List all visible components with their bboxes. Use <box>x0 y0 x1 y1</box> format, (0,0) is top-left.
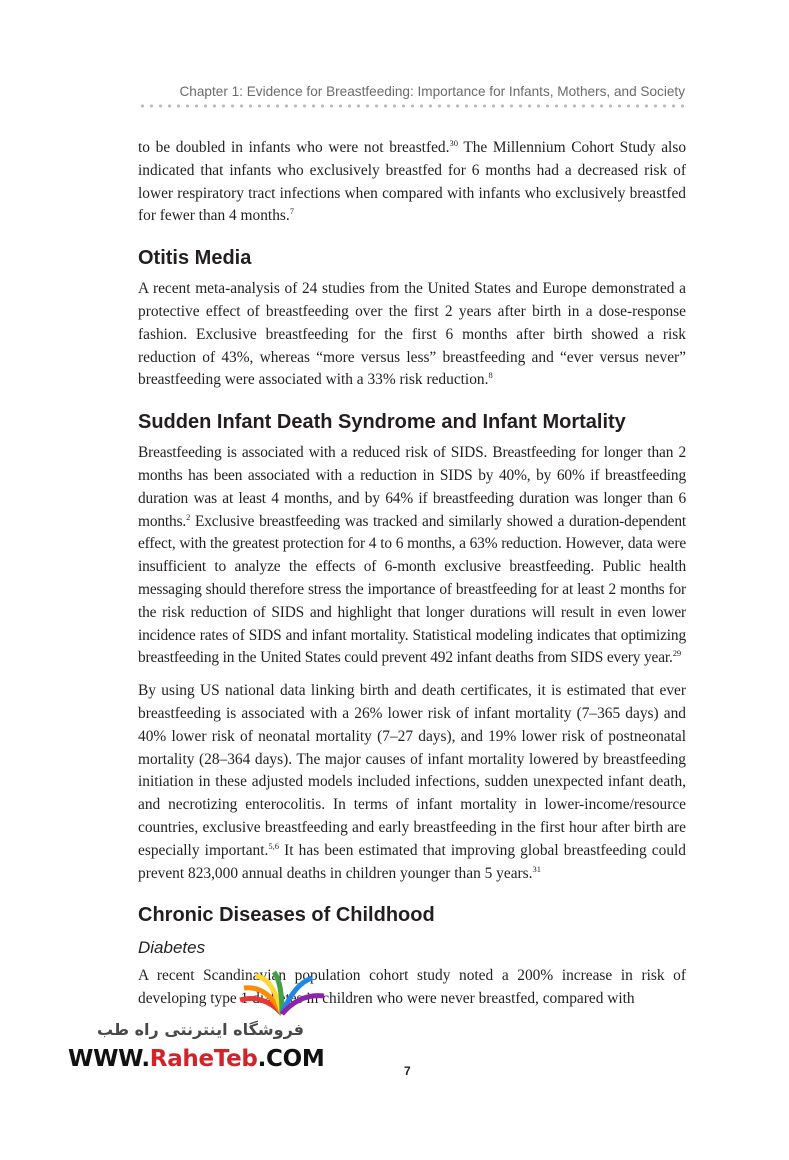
citation-superscript: 2 <box>186 511 191 522</box>
page-number: 7 <box>404 1064 411 1078</box>
paragraph-otitis <box>138 278 686 392</box>
text-span: It has been estimated that improving global breastfeeding could prevent 823,000 annual deaths in children younger than 5 years. <box>138 841 686 882</box>
heading-sids: Sudden Infant Death Syndrome and Infant Mortality <box>138 411 626 434</box>
text-span: Exclusive breastfeeding was tracked and similarly showed a duration-dependent effect, with the greatest protection for 4 to 6 months, a 63% reduction. However, data were insufficient to analyze the effects of 6-month exclusive breastfeeding. Public health messaging should therefore stress the importance of breastfeeding for at least 2 months for the risk reduction of SIDS and highlight that longer durations will result in even lower incidence rates of SIDS and infant mortality. Statistical modeling indicates that optimizing breastfeeding in the United States could prevent 492 infant deaths from SIDS every year. <box>138 512 686 667</box>
paragraph-sids-2 <box>138 680 686 885</box>
text-span: The Millennium Cohort Study also indicated that infants who exclusively breastfed for 6 months had a decreased risk of lower respiratory tract infections when compared with infants who exclusively breastfed for fewer than 4 months. <box>138 139 687 225</box>
citation-superscript: 5,6 <box>268 840 279 851</box>
citation-superscript: 7 <box>289 206 294 217</box>
heading-otitis-media: Otitis Media <box>138 247 252 270</box>
citation-superscript: 31 <box>532 863 541 874</box>
text-span: Breastfeeding is associated with a reduced risk of SIDS. Breastfeeding for longer than 2 months has been associated with a reduction in SIDS by 40%, by 60% if breastfeeding duration was at least 4 months, and by 64% if breastfeeding duration was longer than 6 months. <box>138 444 686 530</box>
watermark-url <box>68 1046 324 1072</box>
text-span: A recent meta-analysis of 24 studies from the United States and Europe demonstrated a protective effect of breastfeeding over the first 2 years after birth in a dose-response fashion. Exclusive breastfeeding for the first 6 months after birth showed a risk reduction of 43%, whereas “more versus less” breastfeeding and “ever versus never” breastfeeding were associated with a 33% risk reduction. <box>138 280 686 389</box>
text-span: to be doubled in infants who were not breastfed. <box>138 139 450 156</box>
page-content <box>138 137 686 1021</box>
heading-chronic-diseases: Chronic Diseases of Childhood <box>138 904 435 927</box>
dotted-rule <box>138 104 686 108</box>
url-part: WWW. <box>68 1046 150 1072</box>
subheading-diabetes: Diabetes <box>138 938 206 958</box>
text-span: By using US national data linking birth and death certificates, it is estimated that ever breastfeeding is associated with a 26% lower risk of infant mortality (7–365 days) and 40% lower risk of neonatal mortality (7–27 days), and 19% lower risk of postneonatal mortality (28–364 days). The major causes of infant mortality lowered by breastfeeding initiation in these adjusted models included infections, sudden unexpected infant death, and necrotizing enterocolitis. In terms of infant mortality in lower-income/resource countries, exclusive breastfeeding and early breastfeeding in the first hour after birth are especially important. <box>138 682 686 859</box>
url-brand: RaheTeb <box>149 1046 258 1072</box>
paragraph-intro <box>138 137 686 228</box>
text-span: A recent Scandinavian population cohort study noted a 200% increase in risk of developing type 1 diabetes in children who were never breastfed, compared with <box>138 967 686 1008</box>
citation-superscript: 30 <box>449 137 458 148</box>
running-head: Chapter 1: Evidence for Breastfeeding: Importance for Infants, Mothers, and Society <box>179 84 685 99</box>
paragraph-sids-1 <box>138 442 686 670</box>
citation-superscript: 8 <box>488 370 493 381</box>
citation-superscript: 29 <box>672 648 681 659</box>
watermark <box>66 966 366 1081</box>
url-part: .COM <box>257 1046 325 1072</box>
book-logo-icon <box>234 970 330 1022</box>
watermark-persian-text: فروشگاه اینترنتی راه طب <box>97 1020 304 1039</box>
